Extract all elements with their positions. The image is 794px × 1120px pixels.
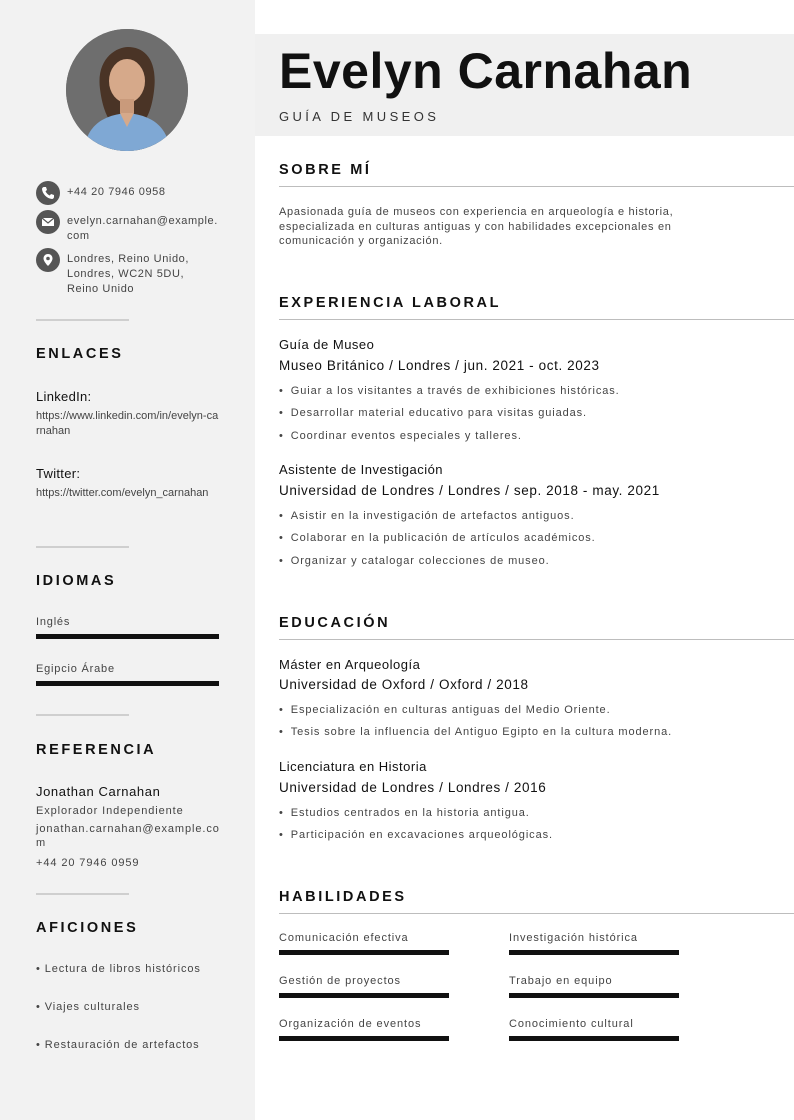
hobbies-heading: AFICIONES <box>36 920 139 936</box>
experience-heading: EXPERIENCIA LABORAL <box>279 295 502 311</box>
entry-bullet: • Organizar y catalogar colecciones de museo. <box>279 555 550 567</box>
skill-name: Trabajo en equipo <box>509 975 613 987</box>
about-heading: SOBRE MÍ <box>279 162 372 178</box>
job-title: GUÍA DE MUSEOS <box>279 109 440 124</box>
about-text: Apasionada guía de museos con experiencia en arqueología e historia, especializada en culturas antiguas y con habilidades excepcionales en comunicación y organización. <box>279 206 674 247</box>
entry-subtitle: Universidad de Londres / Londres / sep. 2018 - may. 2021 <box>279 483 660 498</box>
language-level-bar <box>36 634 219 639</box>
entry-subtitle: Museo Británico / Londres / jun. 2021 - oct. 2023 <box>279 358 600 373</box>
skill-level-bar <box>509 950 679 955</box>
hobby-text: Viajes culturales <box>44 1001 140 1013</box>
email-icon <box>36 210 60 234</box>
contact-address <box>36 248 199 297</box>
sidebar-divider <box>36 714 129 716</box>
contact-email <box>36 210 223 244</box>
contact-phone <box>36 181 223 205</box>
person-name: Evelyn Carnahan <box>279 43 693 99</box>
reference-heading: REFERENCIA <box>36 742 157 758</box>
hobby-text: Lectura de libros históricos <box>44 963 201 975</box>
section-rule <box>279 319 794 320</box>
reference-role: Explorador Independiente <box>36 805 184 817</box>
hobby-item: • Restauración de artefactos <box>36 1039 200 1051</box>
skill-level-bar <box>279 950 449 955</box>
linkedin-label: LinkedIn: <box>36 389 92 404</box>
reference-email[interactable]: jonathan.carnahan@example.com <box>36 823 220 849</box>
skill-level-bar <box>509 1036 679 1041</box>
reference-phone: +44 20 7946 0959 <box>36 857 140 869</box>
languages-heading: IDIOMAS <box>36 573 117 589</box>
section-rule <box>279 639 794 640</box>
entry-title: Asistente de Investigación <box>279 462 444 477</box>
address-text: Londres, Reino Unido, Londres, WC2N 5DU, Reino Unido <box>67 253 190 295</box>
skill-level-bar <box>509 993 679 998</box>
entry-bullet: • Coordinar eventos especiales y talleres. <box>279 430 522 442</box>
sidebar-divider <box>36 893 129 895</box>
hobby-text: Restauración de artefactos <box>44 1039 200 1051</box>
entry-bullet: • Colaborar en la publicación de artículos académicos. <box>279 532 596 544</box>
skill-level-bar <box>279 1036 449 1041</box>
skill-name: Gestión de proyectos <box>279 975 401 987</box>
skill-level-bar <box>279 993 449 998</box>
entry-bullet: • Participación en excavaciones arqueológicas. <box>279 829 553 841</box>
sidebar-divider <box>36 546 129 548</box>
entry-title: Licenciatura en Historia <box>279 759 427 774</box>
reference-name: Jonathan Carnahan <box>36 784 161 799</box>
skills-heading: HABILIDADES <box>279 889 407 905</box>
sidebar <box>0 0 255 1120</box>
language-level-bar <box>36 681 219 686</box>
location-pin-icon <box>36 248 60 272</box>
entry-bullet: • Tesis sobre la influencia del Antiguo Egipto en la cultura moderna. <box>279 726 672 738</box>
skill-name: Investigación histórica <box>509 932 638 944</box>
skill-name: Comunicación efectiva <box>279 932 409 944</box>
entry-title: Máster en Arqueología <box>279 657 421 672</box>
entry-subtitle: Universidad de Oxford / Oxford / 2018 <box>279 677 529 692</box>
sidebar-divider <box>36 319 129 321</box>
entry-title: Guía de Museo <box>279 337 375 352</box>
section-rule <box>279 186 794 187</box>
hobby-item: • Lectura de libros históricos <box>36 963 201 975</box>
phone-icon <box>36 181 60 205</box>
entry-bullet: • Asistir en la investigación de artefactos antiguos. <box>279 510 575 522</box>
entry-bullet: • Guiar a los visitantes a través de exhibiciones históricas. <box>279 385 620 397</box>
phone-text: +44 20 7946 0958 <box>67 186 166 198</box>
email-link[interactable]: evelyn.carnahan@example.com <box>67 215 218 242</box>
skill-name: Conocimiento cultural <box>509 1018 634 1030</box>
hobby-item: • Viajes culturales <box>36 1001 140 1013</box>
section-rule <box>279 913 794 914</box>
language-name: Inglés <box>36 616 71 628</box>
entry-subtitle: Universidad de Londres / Londres / 2016 <box>279 780 547 795</box>
linkedin-link[interactable]: https://www.linkedin.com/in/evelyn-carnahan <box>36 410 219 437</box>
skill-name: Organización de eventos <box>279 1018 422 1030</box>
entry-bullet: • Especialización en culturas antiguas del Medio Oriente. <box>279 704 611 716</box>
entry-bullet: • Estudios centrados en la historia antigua. <box>279 807 530 819</box>
entry-bullet: • Desarrollar material educativo para visitas guiadas. <box>279 407 587 419</box>
language-name: Egipcio Árabe <box>36 663 115 675</box>
twitter-label: Twitter: <box>36 466 81 481</box>
education-heading: EDUCACIÓN <box>279 615 391 631</box>
links-heading: ENLACES <box>36 346 124 362</box>
twitter-link[interactable]: https://twitter.com/evelyn_carnahan <box>36 487 209 499</box>
profile-photo <box>66 29 188 151</box>
